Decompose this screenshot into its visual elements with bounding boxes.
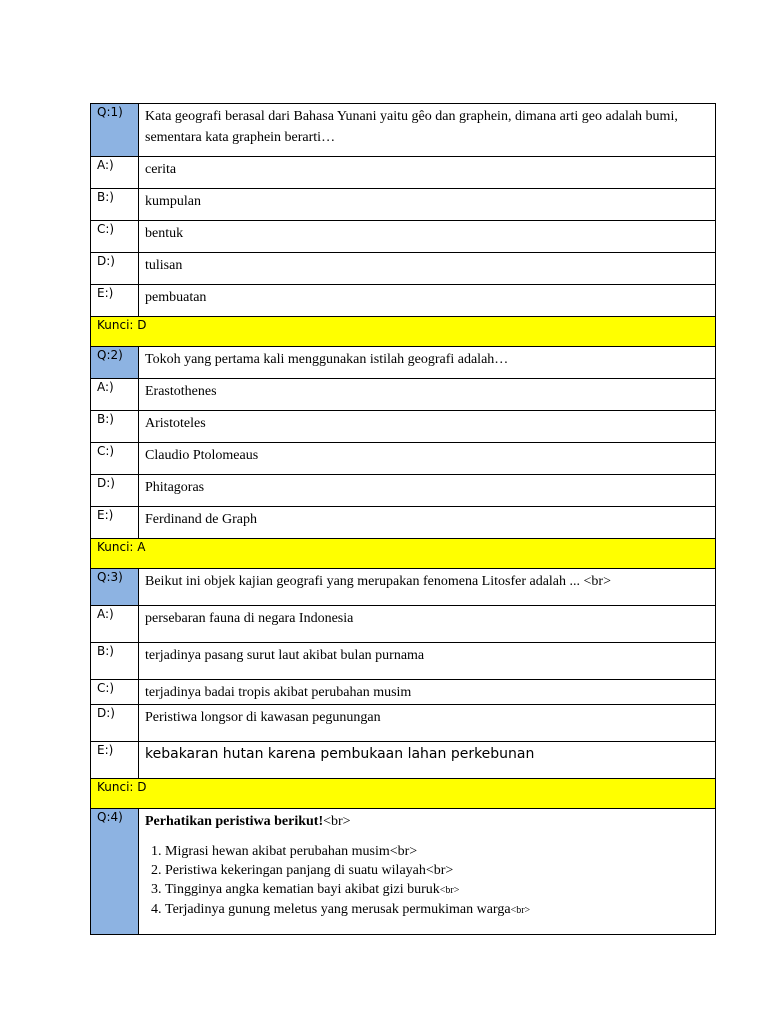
option-label: E:) [91, 742, 139, 779]
list-item [165, 861, 709, 880]
option-label: B:) [91, 643, 139, 680]
option-text: tulisan [139, 253, 716, 285]
option-label: D:) [91, 705, 139, 742]
question-text: Tokoh yang pertama kali menggunakan istilah geografi adalah… [139, 347, 716, 379]
option-label: E:) [91, 285, 139, 317]
option-text: Erastothenes [139, 379, 716, 411]
option-label: B:) [91, 189, 139, 221]
list-item-suffix: <br> [439, 885, 460, 896]
question-heading-text: Perhatikan peristiwa berikut! [145, 814, 324, 829]
list-item-suffix: <br> [510, 905, 531, 916]
option-row [91, 643, 716, 680]
option-text: Peristiwa longsor di kawasan pegunungan [139, 705, 716, 742]
option-label: D:) [91, 253, 139, 285]
list-item-suffix: <br> [425, 863, 454, 878]
question-row [91, 104, 716, 157]
list-item-text: Terjadinya gunung meletus yang merusak permukiman warga [165, 902, 511, 917]
question-label: Q:2) [91, 347, 139, 379]
option-text: persebaran fauna di negara Indonesia [139, 606, 716, 643]
option-row [91, 443, 716, 475]
option-text: Aristoteles [139, 411, 716, 443]
question-heading [145, 811, 709, 832]
option-label: C:) [91, 443, 139, 475]
option-text: bentuk [139, 221, 716, 253]
option-row [91, 507, 716, 539]
option-row [91, 157, 716, 189]
option-label: C:) [91, 221, 139, 253]
list-item-suffix: <br> [389, 844, 418, 859]
list-item [165, 880, 709, 900]
question-row [91, 809, 716, 935]
question-label: Q:1) [91, 104, 139, 157]
list-item-text: Tingginya angka kematian bayi akibat gizi buruk [165, 882, 440, 897]
option-text: kebakaran hutan karena pembukaan lahan perkebunan [139, 742, 716, 779]
list-item-text: Migrasi hewan akibat perubahan musim [165, 844, 390, 859]
option-label: B:) [91, 411, 139, 443]
option-label: C:) [91, 680, 139, 705]
option-text: Claudio Ptolomeaus [139, 443, 716, 475]
option-label: D:) [91, 475, 139, 507]
option-label: A:) [91, 157, 139, 189]
option-row [91, 379, 716, 411]
option-row [91, 189, 716, 221]
quiz-table [90, 103, 716, 935]
quiz-sheet [90, 103, 716, 935]
answer-key: Kunci: A [91, 539, 716, 569]
option-row [91, 680, 716, 705]
list-item [165, 900, 709, 920]
option-text: pembuatan [139, 285, 716, 317]
question-heading-suffix: <br> [323, 814, 351, 829]
list-item-text: Peristiwa kekeringan panjang di suatu wilayah [165, 863, 426, 878]
question-text: Kata geografi berasal dari Bahasa Yunani yaitu gêo dan graphein, dimana arti geo adalah bumi, sementara kata graphein berarti… [139, 104, 716, 157]
option-row [91, 411, 716, 443]
option-label: A:) [91, 606, 139, 643]
question-text [139, 809, 716, 935]
event-list [145, 842, 709, 920]
answer-key-row [91, 779, 716, 809]
option-row [91, 475, 716, 507]
answer-key-row [91, 539, 716, 569]
question-text: Beikut ini objek kajian geografi yang merupakan fenomena Litosfer adalah ... <br> [139, 569, 716, 606]
option-label: A:) [91, 379, 139, 411]
option-row [91, 742, 716, 779]
option-label: E:) [91, 507, 139, 539]
answer-key: Kunci: D [91, 317, 716, 347]
option-text: terjadinya pasang surut laut akibat bulan purnama [139, 643, 716, 680]
answer-key-row [91, 317, 716, 347]
option-row [91, 606, 716, 643]
answer-key: Kunci: D [91, 779, 716, 809]
question-row [91, 569, 716, 606]
option-text: kumpulan [139, 189, 716, 221]
option-row [91, 705, 716, 742]
option-row [91, 285, 716, 317]
option-text: cerita [139, 157, 716, 189]
option-row [91, 221, 716, 253]
option-text: Phitagoras [139, 475, 716, 507]
question-row [91, 347, 716, 379]
option-row [91, 253, 716, 285]
list-item [165, 842, 709, 861]
option-text: Ferdinand de Graph [139, 507, 716, 539]
question-label: Q:4) [91, 809, 139, 935]
option-text: terjadinya badai tropis akibat perubahan musim [139, 680, 716, 705]
question-label: Q:3) [91, 569, 139, 606]
